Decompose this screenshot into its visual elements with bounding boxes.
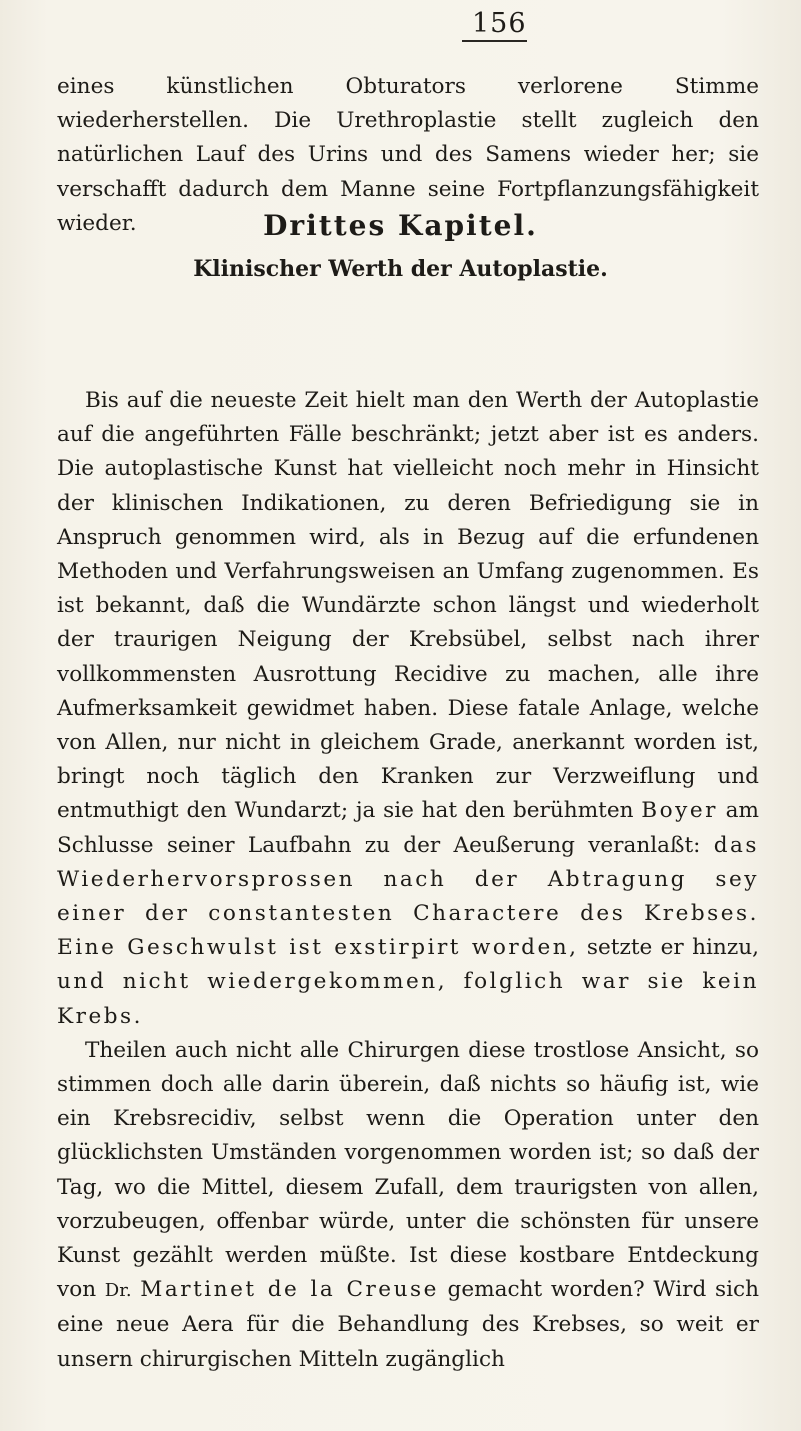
- body-paragraph-2: [57, 1034, 759, 1377]
- page-number: 156: [472, 8, 527, 39]
- chapter-body: [57, 384, 759, 1377]
- body-text: setzte er hinzu,: [586, 935, 759, 961]
- intro-paragraph: eines künstlichen Obturators verlorene Stimme wiederherstellen. Die Urethroplastie stellt zugleich den natürlichen Lauf des Urins und des Samens wieder her; sie verschafft dadurch dem Manne seine Fortpflanzungsfähigkeit wieder.: [57, 74, 759, 236]
- author-title: Dr.: [104, 1280, 132, 1302]
- body-text: gemacht worden? Wird sich eine neue Aera für die Behandlung des Krebses, so weit er unsern chirurgischen Mitteln zugänglich: [57, 1277, 759, 1372]
- body-text: Bis auf die neueste Zeit hielt man den Werth der Autoplastie auf die angeführten Fälle beschränkt; jetzt aber ist es anders. Die autoplastische Kunst hat vielleicht noch mehr in Hinsicht der klinischen Indikationen, zu deren Befriedigung sie in Anspruch genommen wird, als in Bezug auf die erfundenen Methoden und Verfahrungsweisen an Umfang zugenommen. Es ist bekannt, daß die Wundärzte schon längst und wiederholt der traurigen Neigung der Krebsübel, selbst nach ihrer vollkommensten Ausrottung Recidive zu machen, alle ihre Aufmerksamkeit gewidmet haben. Diese fatale Anlage, welche von Allen, nur nicht in gleichem Grade, anerkannt worden ist, bringt noch täglich den Kranken zur Verzweiflung und entmuthigt den Wundarzt; ja sie hat den berühmten: [57, 388, 759, 824]
- header-rule: [462, 40, 527, 42]
- emphasized-quote: und nicht wiedergekommen, folglich war sie kein Krebs.: [57, 969, 759, 1029]
- person-name: Boyer: [641, 798, 718, 824]
- person-name: Martinet de la Creuse: [140, 1277, 439, 1303]
- emphasized-quote: das Wiederhervorsprossen nach der Abtragung sey einer der constantesten Charactere des Krebses. Eine Geschwulst ist exstirpirt worden,: [57, 832, 759, 961]
- chapter-title: Klinischer Werth der Autoplastie.: [193, 256, 608, 282]
- body-text: Theilen auch nicht alle Chirurgen diese trostlose Ansicht, so stimmen doch alle darin überein, daß nichts so häufig ist, wie ein Krebsrecidiv, selbst wenn die Operation unter den glücklichsten Umständen vorgenommen worden ist; so daß der Tag, wo die Mittel, diesem Zufall, dem traurigsten von allen, vorzubeugen, offenbar würde, unter die schönsten für unsere Kunst gezählt werden müßte. Ist diese kostbare Entdeckung von: [57, 1037, 759, 1303]
- chapter-heading: Drittes Kapitel.: [263, 209, 538, 242]
- body-text: am Schlusse seiner Laufbahn zu der Aeußerung veranlaßt:: [57, 798, 759, 858]
- body-paragraph-1: [57, 384, 759, 1034]
